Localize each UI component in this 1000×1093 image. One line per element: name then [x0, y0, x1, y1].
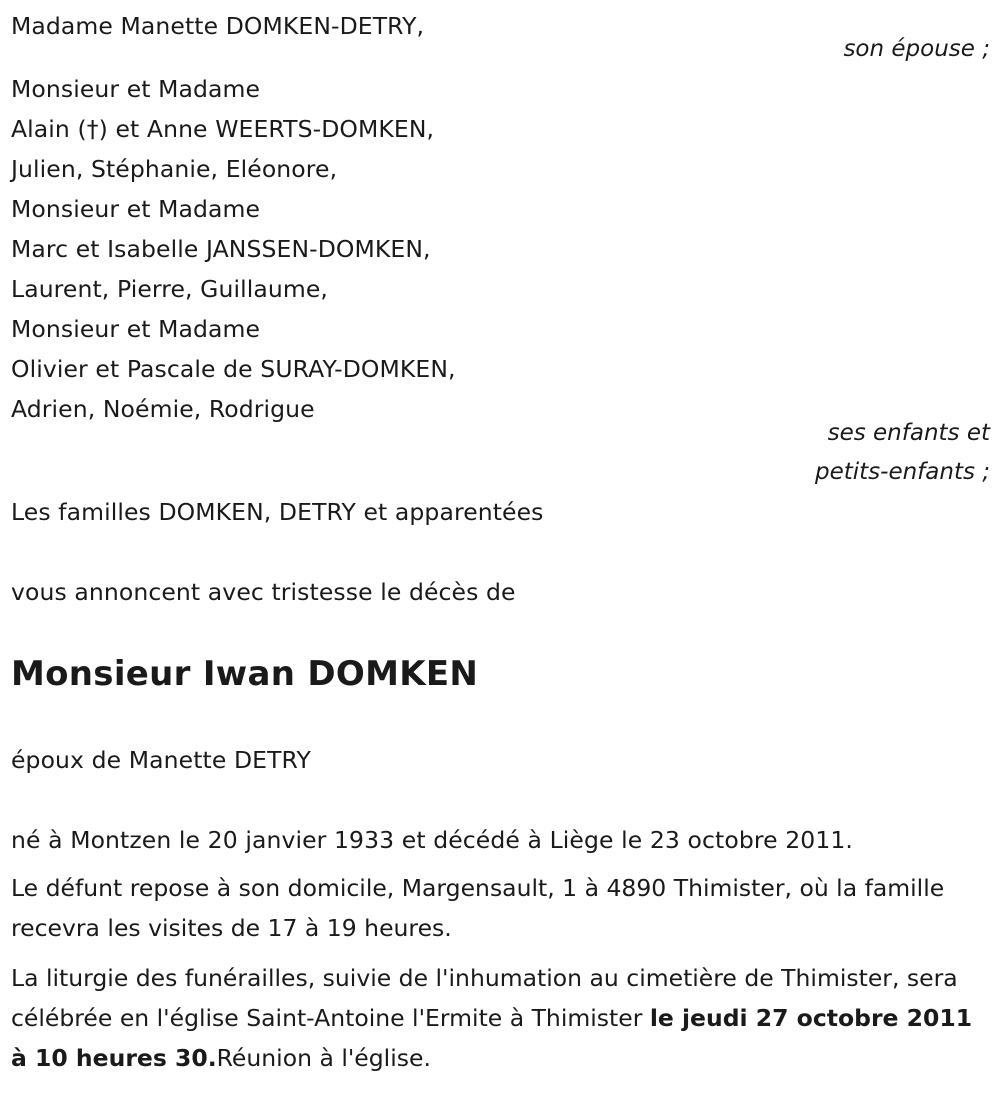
deceased-name: Monsieur Iwan DOMKEN: [11, 654, 479, 694]
spouse-line: Madame Manette DOMKEN-DETRY,: [11, 12, 425, 40]
birth-death-line: né à Montzen le 20 janvier 1933 et décédé à Liège le 23 octobre 2011.: [11, 826, 853, 854]
children-line-2: Alain (†) et Anne WEERTS-DOMKEN,: [11, 115, 435, 143]
spouse-of-line: époux de Manette DETRY: [11, 746, 311, 774]
children-line-9: Adrien, Noémie, Rodrigue: [11, 395, 315, 423]
children-line-3: Julien, Stéphanie, Eléonore,: [11, 155, 338, 183]
families-line: Les familles DOMKEN, DETRY et apparentées: [11, 498, 544, 526]
children-role-2: petits-enfants ;: [814, 459, 990, 485]
liturgy-after: Réunion à l'église.: [216, 1044, 431, 1072]
children-line-1: Monsieur et Madame: [11, 75, 261, 103]
children-role-1: ses enfants et: [827, 420, 990, 446]
announcement-line: vous annoncent avec tristesse le décès de: [11, 578, 516, 606]
liturgy-text: La liturgie des funérailles, suivie de l'inhumation au cimetière de Thimister, sera célébrée en l'église Saint-Antoine l'Ermite à Thimister: [11, 964, 958, 1032]
children-line-8: Olivier et Pascale de SURAY-DOMKEN,: [11, 355, 456, 383]
repose-paragraph: Le défunt repose à son domicile, Margensault, 1 à 4890 Thimister, où la famille recevra les visites de 17 à 19 heures.: [11, 874, 945, 942]
children-line-7: Monsieur et Madame: [11, 315, 261, 343]
children-line-4: Monsieur et Madame: [11, 195, 261, 223]
spouse-role: son épouse ;: [843, 36, 990, 62]
liturgy-date: le jeudi 27 octobre 2011 à 10 heures 30.: [11, 1004, 973, 1072]
liturgy-paragraph: [11, 958, 986, 1078]
children-line-6: Laurent, Pierre, Guillaume,: [11, 275, 328, 303]
children-line-5: Marc et Isabelle JANSSEN-DOMKEN,: [11, 235, 431, 263]
